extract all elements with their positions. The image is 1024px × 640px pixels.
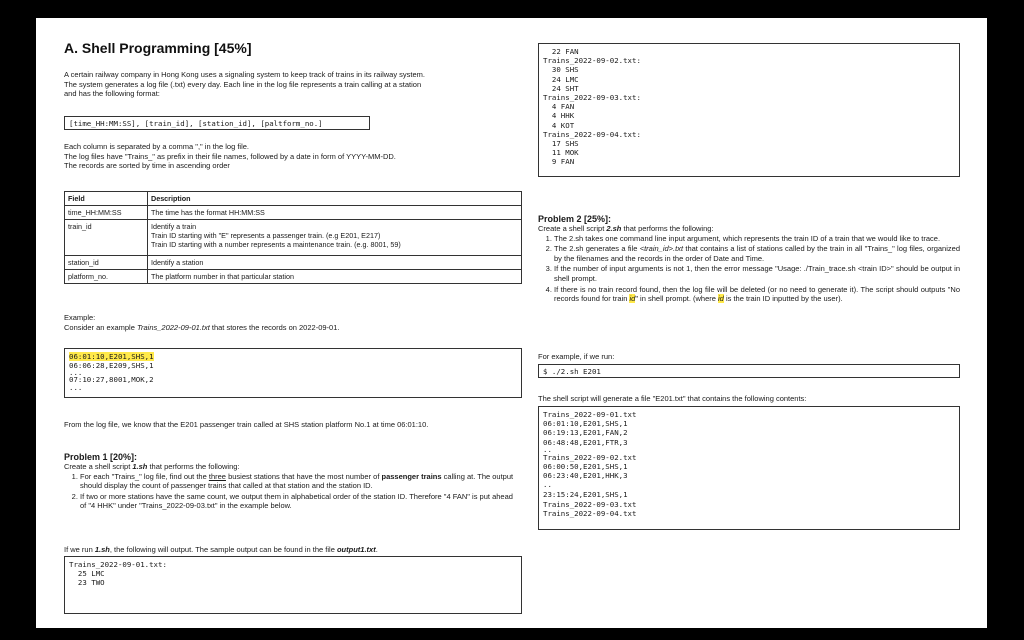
problem1-run-note: If we run 1.sh, the following will output. The sample output can be found in the file output1.txt. <box>64 545 378 554</box>
list-item: 3. If the number of input arguments is not 1, then the error message "Usage: ./Train_trace.sh <train ID>" should be output in shell prompt. <box>554 264 960 283</box>
content-line: 06:01:10,E201,SHS,1 <box>543 419 628 429</box>
table-row <box>65 270 522 284</box>
field-cell: train_id <box>65 220 148 256</box>
log-line: 07:10:27,8001,MOK,2 <box>69 375 154 385</box>
format-note: The records are sorted by time in ascending order <box>64 161 230 171</box>
example-label: Example: <box>64 313 96 322</box>
field-column-header: Field <box>65 192 148 206</box>
output-line: 30 SHS <box>543 65 579 75</box>
output-line: 4 KOT <box>543 120 575 130</box>
list-item: 2. The 2.sh generates a file <train_id>.txt that contains a list of stations called by the train in all "Trains_" log files, organized by the filenames and the records in the order of Date and Time. <box>554 244 960 263</box>
highlighted-log-line: 06:01:10,E201,SHS,1 <box>69 352 154 361</box>
description-line: Identify a train <box>151 222 197 231</box>
content-line: Trains_2022-09-01.txt <box>543 410 637 419</box>
problem2-section <box>538 214 960 305</box>
field-cell: station_id <box>65 256 148 270</box>
example-description: Consider an example Trains_2022-09-01.txt that stores the records on 2022-09-01. <box>64 322 340 332</box>
output-line: Trains_2022-09-04.txt: <box>543 129 641 139</box>
output-line: Trains_2022-09-03.txt: <box>543 93 641 103</box>
description-cell <box>148 206 522 220</box>
description-column-header: Description <box>148 192 522 206</box>
table-row <box>65 206 522 220</box>
output-file-name: output1.txt <box>336 545 376 554</box>
problem2-intro: Create a shell script 2.sh that performs the following: <box>538 224 714 233</box>
output-line: 17 SHS <box>543 139 579 149</box>
log-line <box>69 352 517 361</box>
content-line: 06:19:13,E201,FAN,2 <box>543 428 628 438</box>
output-line: 11 MOK <box>543 148 579 158</box>
log-line: 06:06:28,E209,SHS,1 <box>69 361 154 371</box>
intro-line: and has the following format: <box>64 89 160 99</box>
output-line: Trains_2022-09-01.txt: <box>69 560 167 569</box>
problem2-generate-note: The shell script will generate a file "E201.txt" that contains the following contents: <box>538 394 807 403</box>
problem2-script-name: 2.sh <box>606 224 622 233</box>
example-intro <box>64 313 524 332</box>
description-line: Identify a station <box>151 258 204 267</box>
field-table-header <box>65 192 522 206</box>
description-line: Train ID starting with a number represents a maintenance train. (e.g. 8001, 59) <box>151 240 401 249</box>
content-line: Trains_2022-09-03.txt <box>543 499 637 509</box>
field-cell: time_HH:MM:SS <box>65 206 148 220</box>
problem2-title: Problem 2 [25%]: <box>538 214 612 224</box>
table-row <box>65 220 522 256</box>
table-row <box>65 256 522 270</box>
description-cell <box>148 220 522 256</box>
problem1-title: Problem 1 [20%]: <box>64 452 138 462</box>
content-line: 06:23:40,E201,HHK,3 <box>543 471 628 481</box>
format-note: The log files have "Trains_" as prefix in their file names, followed by a date in form of YYYY-MM-DD. <box>64 151 396 161</box>
output1-box-part2 <box>538 43 960 177</box>
output-line: Trains_2022-09-02.txt: <box>543 56 641 66</box>
content-line: Trains_2022-09-02.txt <box>543 452 637 462</box>
intro-line: The system generates a log file (.txt) every day. Each line in the log file represents a train calling at a station <box>64 79 422 89</box>
content-line: 06:48:48,E201,FTR,3 <box>543 437 628 447</box>
output-line: 4 HHK <box>543 111 575 121</box>
field-table <box>64 191 522 284</box>
problem1-intro: Create a shell script 1.sh that performs the following: <box>64 462 240 471</box>
problem2-list <box>538 234 960 304</box>
format-note: Each column is separated by a comma "," in the log file. <box>64 142 249 151</box>
format-notes <box>64 142 524 171</box>
output-line: 24 LMC <box>543 74 579 84</box>
problem1-section <box>64 452 514 512</box>
output1-box-part1 <box>64 556 522 614</box>
description-cell <box>148 270 522 284</box>
content-line: .. <box>543 444 552 454</box>
problem1-script-name: 1.sh <box>132 462 148 471</box>
description-line: The platform number in that particular station <box>151 272 295 281</box>
log-line: ... <box>69 382 83 392</box>
example-log-box <box>64 348 522 398</box>
description-line: Train ID starting with "E" represents a passenger train. (e.g E201, E217) <box>151 231 381 240</box>
description-line: The time has the format HH:MM:SS <box>151 208 265 217</box>
content-line: 06:00:50,E201,SHS,1 <box>543 462 628 472</box>
field-cell: platform_no. <box>65 270 148 284</box>
format-box: [time_HH:MM:SS], [train_id], [station_id], [paltform_no.] <box>64 116 370 130</box>
log-line: ... <box>69 368 83 378</box>
intro-paragraph <box>64 70 524 99</box>
section-title: A. Shell Programming [45%] <box>64 40 252 56</box>
description-cell <box>148 256 522 270</box>
output-line: 24 SHT <box>543 83 579 93</box>
e201-contents-box <box>538 406 960 530</box>
document-page <box>36 18 987 628</box>
content-line: Trains_2022-09-04.txt <box>543 508 637 518</box>
output-line: 25 LMC <box>69 569 105 579</box>
list-item: 1. The 2.sh takes one command line input argument, which represents the train ID of a train that we would like to trace. <box>554 234 960 244</box>
example-conclusion: From the log file, we know that the E201 passenger train called at SHS station platform No.1 at time 06:01:10. <box>64 420 429 429</box>
output-line: 4 FAN <box>543 102 575 112</box>
list-item: 2. If two or more stations have the same count, we output them in alphabetical order of the station ID. Therefore "4 FAN" is put ahead of "4 HHK" under "Trains_2022-09-03.txt" in the example below. <box>80 492 514 511</box>
intro-line: A certain railway company in Hong Kong uses a signaling system to keep track of trains in its railway system. <box>64 70 425 79</box>
list-item: 1. For each "Trains_" log file, find out the three busiest stations that have the most number of passenger trains calling at. The output should display the count of passenger trains that called at that station and the station ID. <box>80 472 514 491</box>
output-line: 22 FAN <box>543 47 579 56</box>
example-file-name: Trains_2022-09-01.txt <box>136 322 210 332</box>
command-box: $ ./2.sh E201 <box>538 364 960 378</box>
output-line: 23 TWO <box>69 578 105 588</box>
output-line: 9 FAN <box>543 157 575 167</box>
list-item: 4. If there is no train record found, then the log file will be deleted (or no need to generate it). The script should outputs "No records found for train id" in shell prompt. (where id is the train ID inputted by the user). <box>554 285 960 304</box>
content-line: .. <box>543 480 552 490</box>
problem2-example-intro: For example, if we run: <box>538 352 615 361</box>
content-line: 23:15:24,E201,SHS,1 <box>543 490 628 500</box>
problem1-list <box>64 472 514 511</box>
